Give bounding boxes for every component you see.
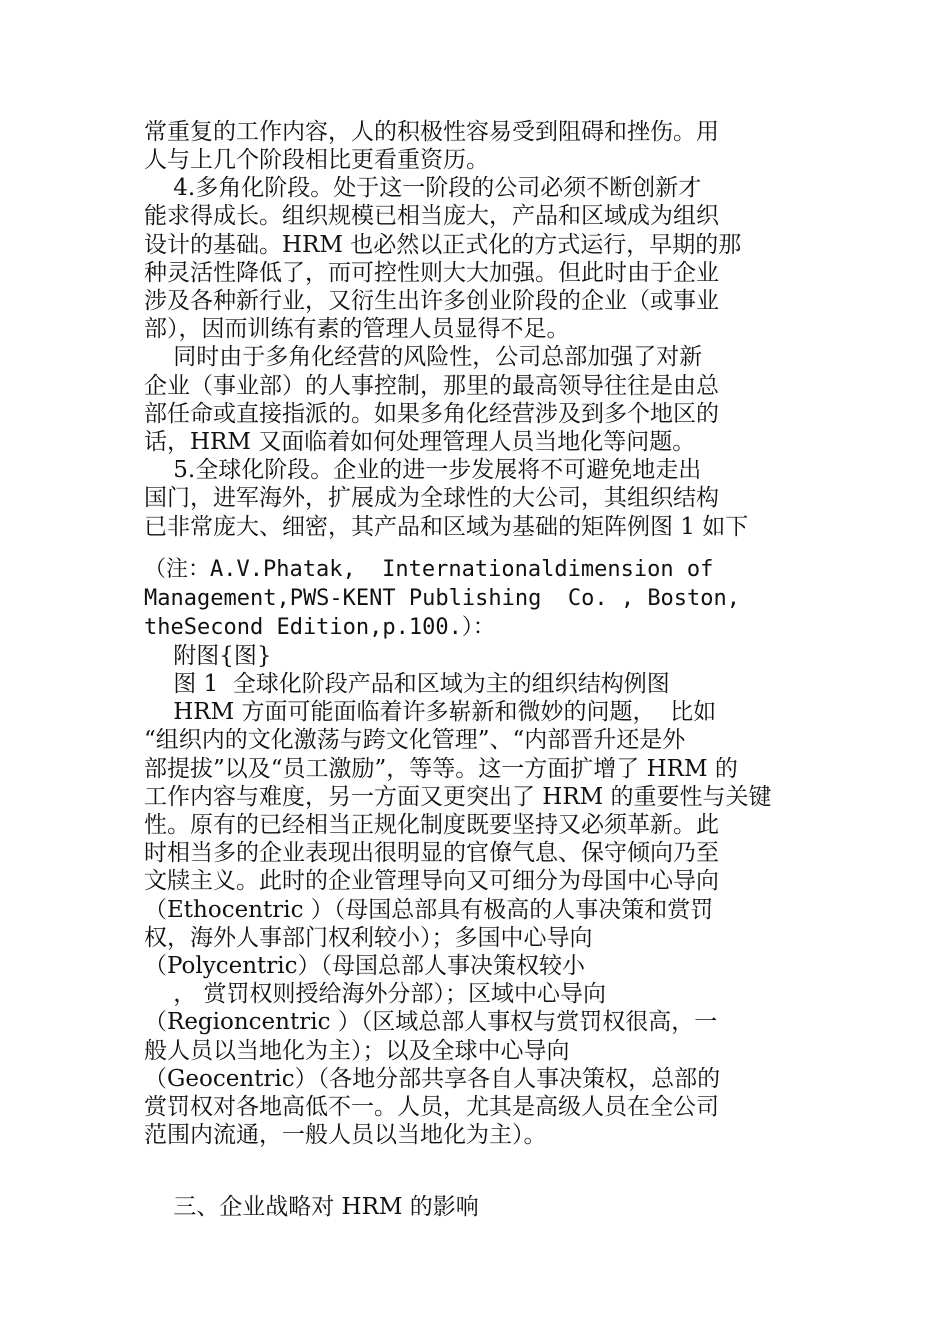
section-heading: 三、企业战略对 HRM 的影响 (144, 1194, 479, 1220)
text-line: 工作内容与难度，另一方面又更突出了 HRM 的重要性与关键 (144, 784, 772, 810)
text-line: 同时由于多角化经营的风险性，公司总部加强了对新 (144, 344, 703, 370)
text-line: 部），因而训练有素的管理人员显得不足。 (144, 316, 570, 342)
text-line: 部任命或直接指派的。如果多角化经营涉及到多个地区的 (144, 401, 719, 427)
text-line: 范围内流通，一般人员以当地化为主）。 (144, 1122, 547, 1148)
figure-placeholder: 附图{图} (144, 643, 272, 669)
figure-caption: 图 1 全球化阶段产品和区域为主的组织结构例图 (144, 671, 670, 697)
text-line: （Regioncentric ）（区域总部人事权与赏罚权很高，一 (144, 1009, 718, 1035)
text-line: 种灵活性降低了，而可控性则大大加强。但此时由于企业 (144, 260, 719, 286)
text-line: 话，HRM 又面临着如何处理管理人员当地化等问题。 (144, 429, 696, 455)
text-line: 权，海外人事部门权利较小）；多国中心导向 (144, 925, 593, 951)
text-line: 4.多角化阶段。处于这一阶段的公司必须不断创新才 (144, 175, 702, 201)
text-line: 涉及各种新行业，又衍生出许多创业阶段的企业（或事业 (144, 288, 719, 314)
text-line: 已非常庞大、细密，其产品和区域为基础的矩阵例图 1 如下 (144, 514, 749, 540)
text-line: HRM 方面可能面临着许多崭新和微妙的问题， 比如 (144, 699, 717, 725)
text-line: 般人员以当地化为主）；以及全球中心导向 (144, 1038, 570, 1064)
text-line: ， 赏罚权则授给海外分部）；区域中心导向 (144, 981, 607, 1007)
text-line: 常重复的工作内容，人的积极性容易受到阻碍和挫伤。用 (144, 119, 719, 145)
citation-line: （注：A.V.Phatak, Internationaldimension of (144, 557, 714, 582)
text-line: 5.全球化阶段。企业的进一步发展将不可避免地走出 (144, 457, 702, 483)
text-line: 国门，进军海外，扩展成为全球性的大公司，其组织结构 (144, 485, 719, 511)
text-line: 文牍主义。此时的企业管理导向又可细分为母国中心导向 (144, 868, 719, 894)
citation-line: theSecond Edition,p.100.）： (144, 615, 495, 640)
text-line: 设计的基础。HRM 也必然以正式化的方式运行，早期的那 (144, 232, 742, 258)
citation-line: Management,PWS-KENT Publishing Co. , Boston, (144, 586, 741, 611)
text-line: 性。原有的已经相当正规化制度既要坚持又必须革新。此 (144, 812, 719, 838)
text-line: 部提拔”以及“员工激励”，等等。这一方面扩增了 HRM 的 (144, 756, 738, 782)
text-line: 赏罚权对各地高低不一。人员，尤其是高级人员在全公司 (144, 1094, 719, 1120)
text-line: （Polycentric）（母国总部人事决策权较小 (144, 953, 586, 979)
text-line: 时相当多的企业表现出很明显的官僚气息、保守倾向乃至 (144, 840, 719, 866)
text-line: 能求得成长。组织规模已相当庞大，产品和区域成为组织 (144, 203, 719, 229)
text-line: （Ethocentric ）（母国总部具有极高的人事决策和赏罚 (144, 897, 714, 923)
text-line: 人与上几个阶段相比更看重资历。 (144, 147, 489, 173)
text-line: “组织内的文化激荡与跨文化管理”、“内部晋升还是外 (144, 727, 686, 753)
text-line: 企业（事业部）的人事控制，那里的最高领导往往是由总 (144, 373, 719, 399)
text-line: （Geocentric）（各地分部共享各自人事决策权，总部的 (144, 1066, 721, 1092)
